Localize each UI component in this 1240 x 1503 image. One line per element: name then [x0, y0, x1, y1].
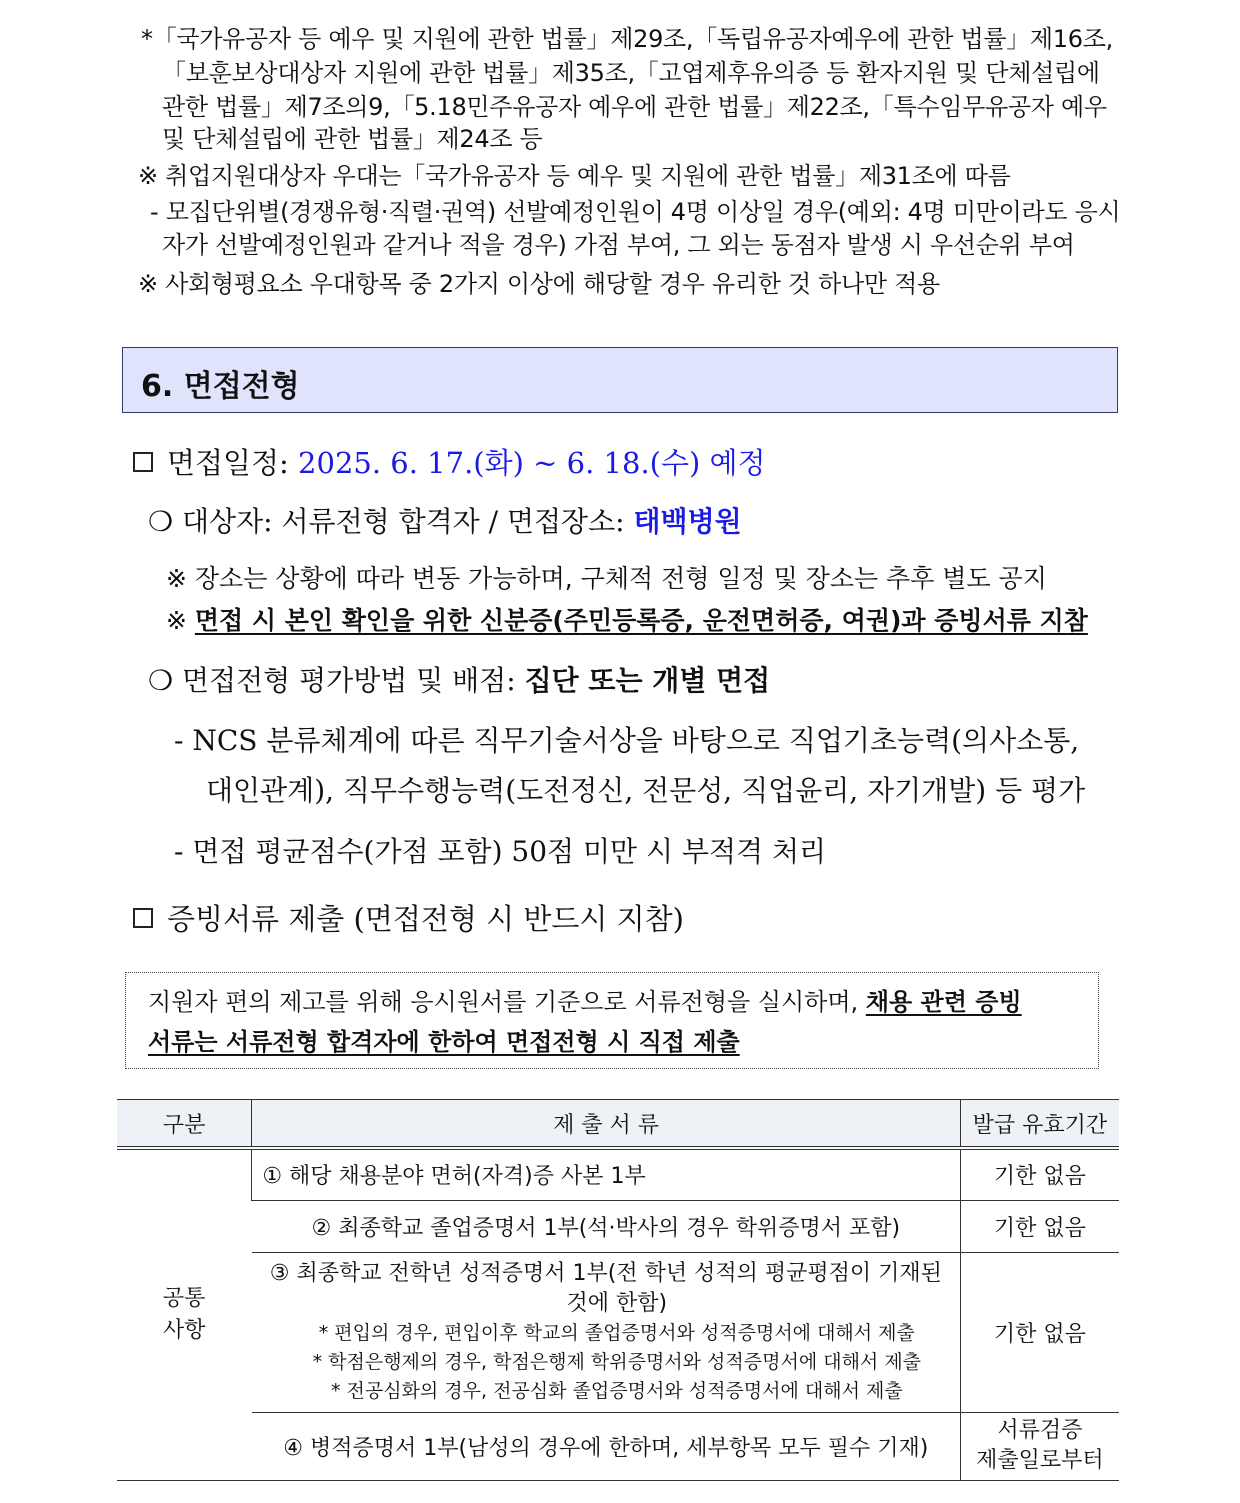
- note-mark: ※: [166, 606, 195, 635]
- intro-law-line-2: 「보훈보상대상자 지원에 관한 법률」제35조,「고엽제후유의증 등 환자지원 및 단체설립에: [162, 59, 1100, 87]
- validity-cell: 기한 없음: [960, 1252, 1119, 1412]
- category-cell: [117, 1148, 252, 1480]
- schedule-value: 2025. 6. 17.(화) ~ 6. 18.(수) 예정: [298, 446, 766, 480]
- intro-employment-note: ※ 취업지원대상자 우대는「국가유공자 등 예우 및 지원에 관한 법률」제31조에 따름: [138, 162, 1011, 190]
- intro-law-line-3: 관한 법률」제7조의9,「5.18민주유공자 예우에 관한 법률」제22조,「특수임무유공자 예우: [162, 93, 1107, 121]
- intro-priority-line-2: 자가 선발예정인원과 같거나 적을 경우) 가점 부여, 그 외는 동점자 발생 시 우선순위 부여: [162, 231, 1075, 259]
- table-header-row: [117, 1100, 1119, 1149]
- doc-3-note-3: * 전공심화의 경우, 전공심화 졸업증명서와 성적증명서에 대해서 제출: [330, 1379, 903, 1402]
- doc-3-note-2: * 학점은행제의 경우, 학점은행제 학위증명서와 성적증명서에 대해서 제출: [312, 1350, 922, 1373]
- method-item-2: - 면접 평균점수(가점 포함) 50점 미만 시 부적격 처리: [174, 835, 827, 868]
- schedule-label: 면접일정:: [167, 446, 289, 480]
- intro-law-line-4: 및 단체설립에 관한 법률」제24조 등: [162, 125, 543, 153]
- notice-line-1: [148, 985, 1022, 1019]
- method-value: 집단 또는 개별 면접: [524, 664, 771, 697]
- validity-cell: [960, 1412, 1119, 1480]
- documents-notice-box: [125, 972, 1099, 1069]
- target-label: ❍ 대상자: 서류전형 합격자 / 면접장소:: [148, 505, 625, 538]
- validity-cell: 기한 없음: [960, 1148, 1119, 1200]
- interview-schedule: [133, 444, 766, 482]
- intro-social-equity-note: ※ 사회형평요소 우대항목 중 2가지 이상에 해당할 경우 유리한 것 하나만 적용: [138, 270, 940, 298]
- section-header: [122, 347, 1118, 413]
- header-category: 구분: [117, 1100, 252, 1149]
- header-validity: 발급 유효기간: [960, 1100, 1119, 1149]
- checkbox-square-icon: [133, 452, 153, 472]
- table-row: [117, 1412, 1119, 1480]
- validity-line-2: 제출일로부터: [976, 1448, 1104, 1473]
- notice-line-2: 서류는 서류전형 합격자에 한하여 면접전형 시 직접 제출: [148, 1028, 740, 1056]
- documents-heading-text: 증빙서류 제출 (면접전형 시 반드시 지참): [167, 902, 684, 936]
- documents-heading: [133, 900, 684, 938]
- table-row: [117, 1252, 1119, 1412]
- category-line-2: 사항: [162, 1317, 206, 1343]
- table-row: [117, 1200, 1119, 1252]
- document-cell: [252, 1252, 960, 1412]
- intro-priority-line-1: - 모집단위별(경쟁유형·직렬·권역) 선발예정인원이 4명 이상일 경우(예외: 4명 미만이라도 응시: [150, 198, 1121, 226]
- intro-law-line-1: *「국가유공자 등 예우 및 지원에 관한 법률」제29조,「독립유공자예우에 관한 법률」제16조,: [141, 25, 1113, 53]
- place-change-note: ※ 장소는 상황에 따라 변동 가능하며, 구체적 전형 일정 및 장소는 추후 별도 공지: [166, 564, 1047, 593]
- doc-3-line-2: 것에 한함): [566, 1290, 668, 1316]
- document-cell: ④ 병적증명서 1부(남성의 경우에 한하며, 세부항목 모두 필수 기재): [252, 1412, 960, 1480]
- interview-target: [148, 503, 742, 541]
- method-item-1-line-2: 대인관계), 직무수행능력(도전정신, 전문성, 직업윤리, 자기개발) 등 평가: [206, 774, 1086, 807]
- validity-line-1: 서류검증: [997, 1418, 1083, 1443]
- doc-3-line-1: ③ 최종학교 전학년 성적증명서 1부(전 학년 성적의 평균평점이 기재된: [269, 1260, 942, 1286]
- table-row: [117, 1148, 1119, 1200]
- category-line-1: 공통: [162, 1285, 206, 1311]
- documents-table: [117, 1099, 1119, 1481]
- interview-place: 태백병원: [633, 505, 742, 538]
- method-item-1-line-1: - NCS 분류체계에 따른 직무기술서상을 바탕으로 직업기초능력(의사소통,: [174, 724, 1080, 757]
- checkbox-square-icon: [133, 908, 153, 928]
- notice-bold-text-1: 채용 관련 증빙: [865, 988, 1022, 1016]
- validity-cell: 기한 없음: [960, 1200, 1119, 1252]
- id-requirement-note: [166, 604, 1088, 638]
- section-title: 6. 면접전형: [141, 369, 300, 404]
- id-requirement-text: 면접 시 본인 확인을 위한 신분증(주민등록증, 운전면허증, 여권)과 증빙서류 지참: [194, 606, 1088, 635]
- method-label: ❍ 면접전형 평가방법 및 배점:: [148, 664, 516, 697]
- evaluation-method: [148, 662, 770, 700]
- document-cell: ① 해당 채용분야 면허(자격)증 사본 1부: [252, 1148, 960, 1200]
- header-documents: 제 출 서 류: [252, 1100, 960, 1149]
- doc-3-note-1: * 편입의 경우, 편입이후 학교의 졸업증명서와 성적증명서에 대해서 제출: [318, 1321, 915, 1344]
- notice-plain-text: 지원자 편의 제고를 위해 응시원서를 기준으로 서류전형을 실시하며,: [148, 988, 866, 1016]
- document-cell: ② 최종학교 졸업증명서 1부(석·박사의 경우 학위증명서 포함): [252, 1200, 960, 1252]
